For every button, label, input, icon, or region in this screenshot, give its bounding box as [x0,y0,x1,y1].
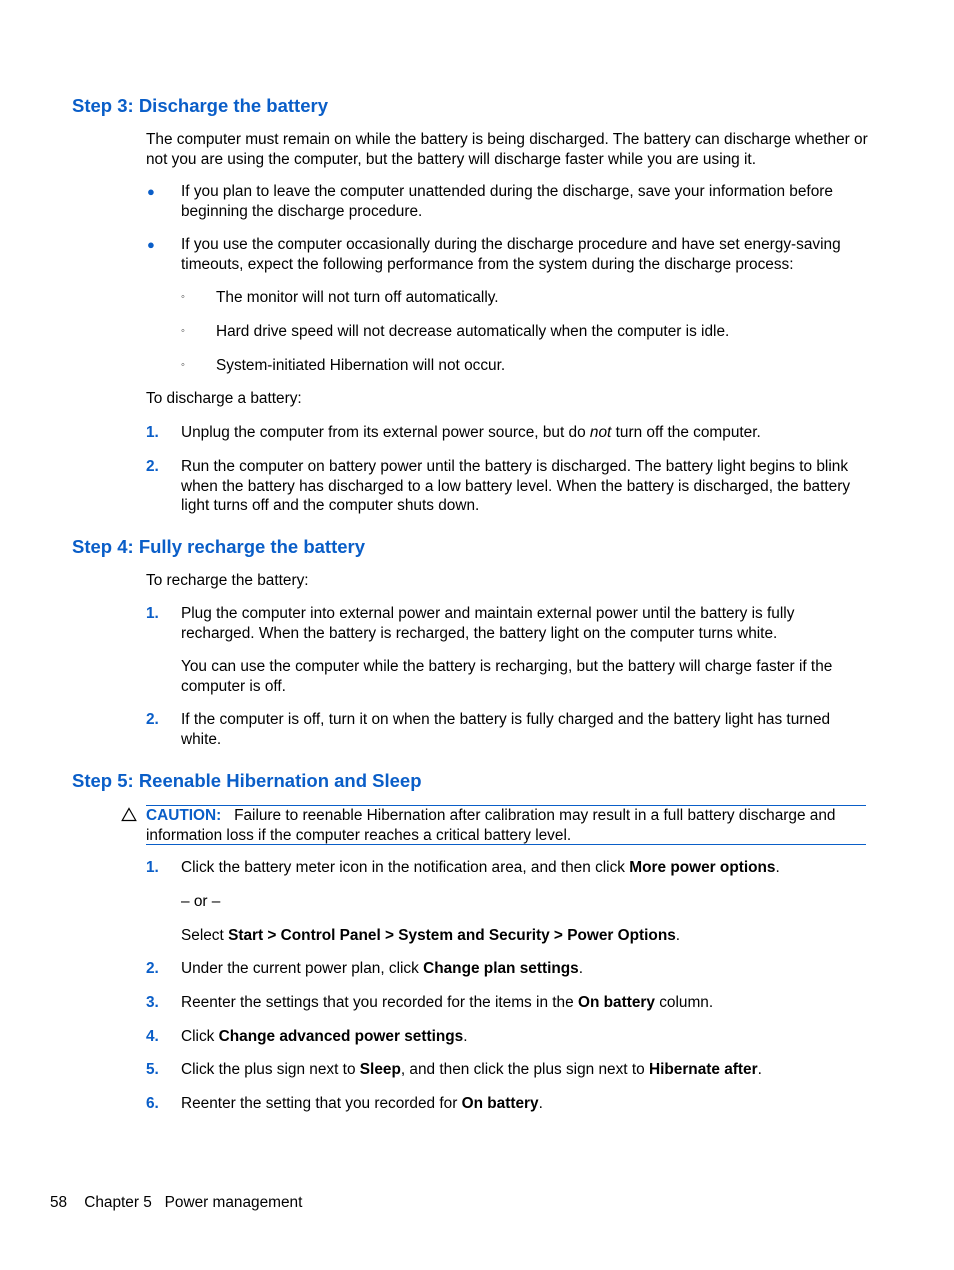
step-number: 2. [146,711,159,728]
warning-triangle-icon [121,807,137,822]
caution-box [146,805,866,845]
page-footer [50,1193,302,1213]
circle-bullet-icon: ◦ [181,291,185,303]
step-text: Plug the computer into external power and maintain external power until the battery is fully recharged. When the battery is recharged, the battery light on the computer turns white. [181,605,795,642]
bullet-icon: ● [147,184,155,199]
step3-intro: The computer must remain on while the battery is being discharged. The battery can discharge whether or not you are using the computer, but the battery will discharge faster while you are using it. [146,131,868,168]
step-number: 2. [146,458,159,475]
step-text: Click Change advanced power settings. [181,1028,468,1045]
step-text: Click the plus sign next to Sleep, and then click the plus sign next to Hibernate after. [181,1061,762,1078]
caution-text: CAUTION: Failure to reenable Hibernation after calibration may result in a full battery discharge and information loss if the computer reaches a critical battery level. [146,807,836,844]
step-text: If the computer is off, turn it on when the battery is fully charged and the battery light has turned white. [181,711,831,748]
step-text: Reenter the settings that you recorded for the items in the On battery column. [181,994,714,1011]
subbullet-text: The monitor will not turn off automatically. [216,289,499,306]
step-number: 5. [146,1061,159,1078]
step4-intro: To recharge the battery: [146,572,309,589]
subbullet-text: Hard drive speed will not decrease automatically when the computer is idle. [216,323,730,340]
step-number: 3. [146,994,159,1011]
step-text: Unplug the computer from its external power source, but do not turn off the computer. [181,424,761,441]
select-path: Select Start > Control Panel > System and Security > Power Options. [181,927,681,944]
step-number: 6. [146,1095,159,1112]
chapter-label: Chapter 5 [84,1194,152,1211]
step-text: Click the battery meter icon in the notification area, and then click More power options. [181,859,780,876]
chapter-title: Power management [164,1194,303,1211]
bullet-icon: ● [147,237,155,252]
step-number: 1. [146,605,159,622]
caution-label: CAUTION: [146,807,222,824]
step3-to-discharge: To discharge a battery: [146,390,302,407]
or-separator: – or – [181,893,221,910]
bullet-text: If you use the computer occasionally during the discharge procedure and have set energy-saving timeouts, expect the following performance from the system during the discharge process: [181,236,841,273]
circle-bullet-icon: ◦ [181,325,185,337]
step-number: 1. [146,859,159,876]
heading-step5: Step 5: Reenable Hibernation and Sleep [72,770,422,791]
heading-step3: Step 3: Discharge the battery [72,95,328,116]
circle-bullet-icon: ◦ [181,359,185,371]
step-number: 1. [146,424,159,441]
step-text: Reenter the setting that you recorded for On battery. [181,1095,543,1112]
step-text: Run the computer on battery power until the battery is discharged. The battery light begins to blink when the battery has discharged to a low battery level. When the battery is discharged, the battery light turns off and the computer shuts down. [181,458,851,514]
step-text: Under the current power plan, click Change plan settings. [181,960,584,977]
step-number: 2. [146,960,159,977]
subbullet-text: System-initiated Hibernation will not occur. [216,357,506,374]
page-number: 58 [50,1194,68,1211]
heading-step4: Step 4: Fully recharge the battery [72,536,366,557]
step-number: 4. [146,1028,159,1045]
bullet-text: If you plan to leave the computer unattended during the discharge, save your information before beginning the discharge procedure. [181,183,833,220]
step-note: You can use the computer while the battery is recharging, but the battery will charge faster if the computer is off. [181,658,833,695]
